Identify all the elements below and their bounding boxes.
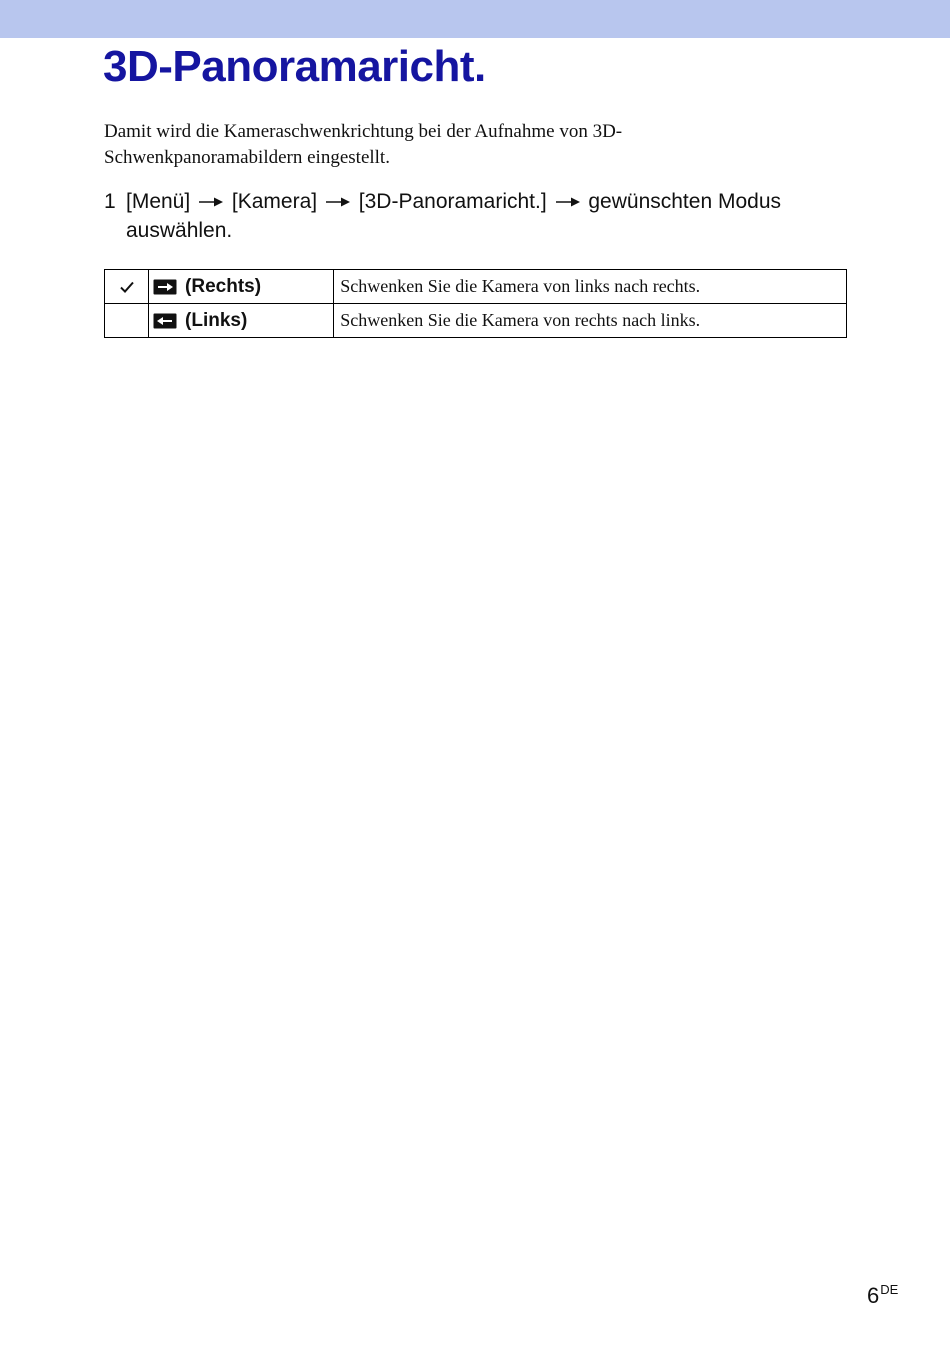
option-description: Schwenken Sie die Kamera von links nach rechts. — [334, 270, 847, 304]
menu-path-setting: [3D-Panoramaricht.] — [358, 190, 547, 213]
menu-path-camera: [Kamera] — [231, 190, 318, 213]
page-title: 3D-Panoramaricht. — [103, 42, 486, 91]
menu-path-menu: [Menü] — [126, 190, 191, 213]
default-marker-cell — [105, 304, 149, 338]
option-cell — [149, 270, 334, 304]
intro-paragraph: Damit wird die Kameraschwenkrichtung bei der Aufnahme von 3D-Schwenkpanoramabildern eingestellt. — [104, 121, 623, 168]
step-text — [126, 187, 864, 245]
pan-right-icon — [153, 279, 177, 295]
page-number — [867, 1276, 898, 1310]
options-table — [104, 269, 847, 338]
page-language-suffix: DE — [880, 1282, 899, 1297]
checkmark-icon — [119, 278, 135, 295]
pan-left-icon — [153, 313, 177, 329]
step-number: 1 — [104, 190, 116, 213]
arrow-right-icon — [555, 195, 581, 209]
table-row — [105, 270, 847, 304]
option-label: (Links) — [185, 309, 248, 331]
menu-path-action: gewünschten Modus auswählen. — [126, 190, 781, 242]
arrow-right-icon — [198, 195, 224, 209]
option-description: Schwenken Sie die Kamera von rechts nach links. — [334, 304, 847, 338]
header-band — [0, 0, 950, 38]
table-row — [105, 304, 847, 338]
option-cell — [149, 304, 334, 338]
page-number-value: 6 — [867, 1283, 880, 1308]
default-marker-cell — [105, 270, 149, 304]
option-label: (Rechts) — [185, 275, 262, 297]
instruction-step — [104, 187, 864, 245]
arrow-right-icon — [325, 195, 351, 209]
